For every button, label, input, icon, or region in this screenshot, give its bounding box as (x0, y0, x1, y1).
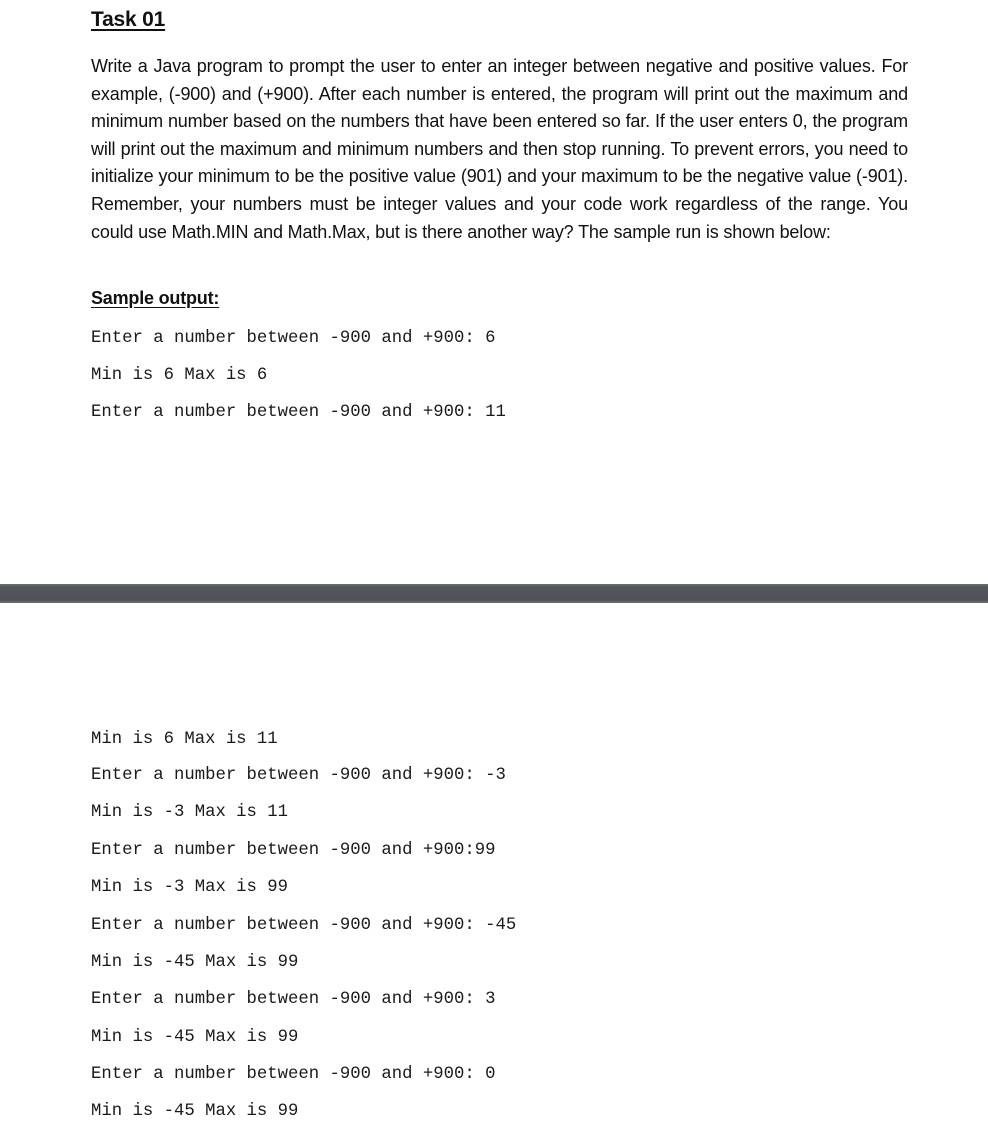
document-page-2 (0, 603, 988, 1144)
output-line: Enter a number between -900 and +900: 11 (91, 403, 506, 422)
output-line: Min is -45 Max is 99 (91, 1102, 299, 1121)
output-line: Enter a number between -900 and +900:99 (91, 841, 496, 860)
output-line: Min is -3 Max is 11 (91, 803, 289, 822)
output-line: Enter a number between -900 and +900: 6 (91, 329, 496, 348)
output-line: Min is -3 Max is 99 (91, 878, 289, 897)
output-line: Min is -45 Max is 99 (91, 953, 299, 972)
output-line: Min is -45 Max is 99 (91, 1028, 299, 1047)
output-line: Enter a number between -900 and +900: 3 (91, 990, 496, 1009)
output-line: Enter a number between -900 and +900: -3 (91, 766, 506, 785)
task-title: Task 01 (91, 8, 166, 31)
output-line: Enter a number between -900 and +900: -45 (91, 916, 517, 935)
sample-output-heading: Sample output: (91, 288, 220, 308)
task-description: Write a Java program to prompt the user to enter an integer between negative and positive values. For example, (-900) and (+900). After each number is entered, the program will print out the maximum and minimum number based on the numbers that have been entered so far. If the user enters 0, the program will print out the maximum and minimum numbers and then stop running. To prevent errors, you need to initialize your minimum to be the positive value (901) and your maximum to be the negative value (-901). Remember, your numbers must be integer values and your code work regardless of the range. You could use Math.MIN and Math.Max, but is there another way? The sample run is shown below: (91, 56, 908, 242)
page-break-divider (0, 584, 988, 603)
output-line: Min is 6 Max is 6 (91, 366, 268, 385)
output-line: Min is 6 Max is 11 (91, 730, 278, 749)
output-line: Enter a number between -900 and +900: 0 (91, 1065, 496, 1084)
